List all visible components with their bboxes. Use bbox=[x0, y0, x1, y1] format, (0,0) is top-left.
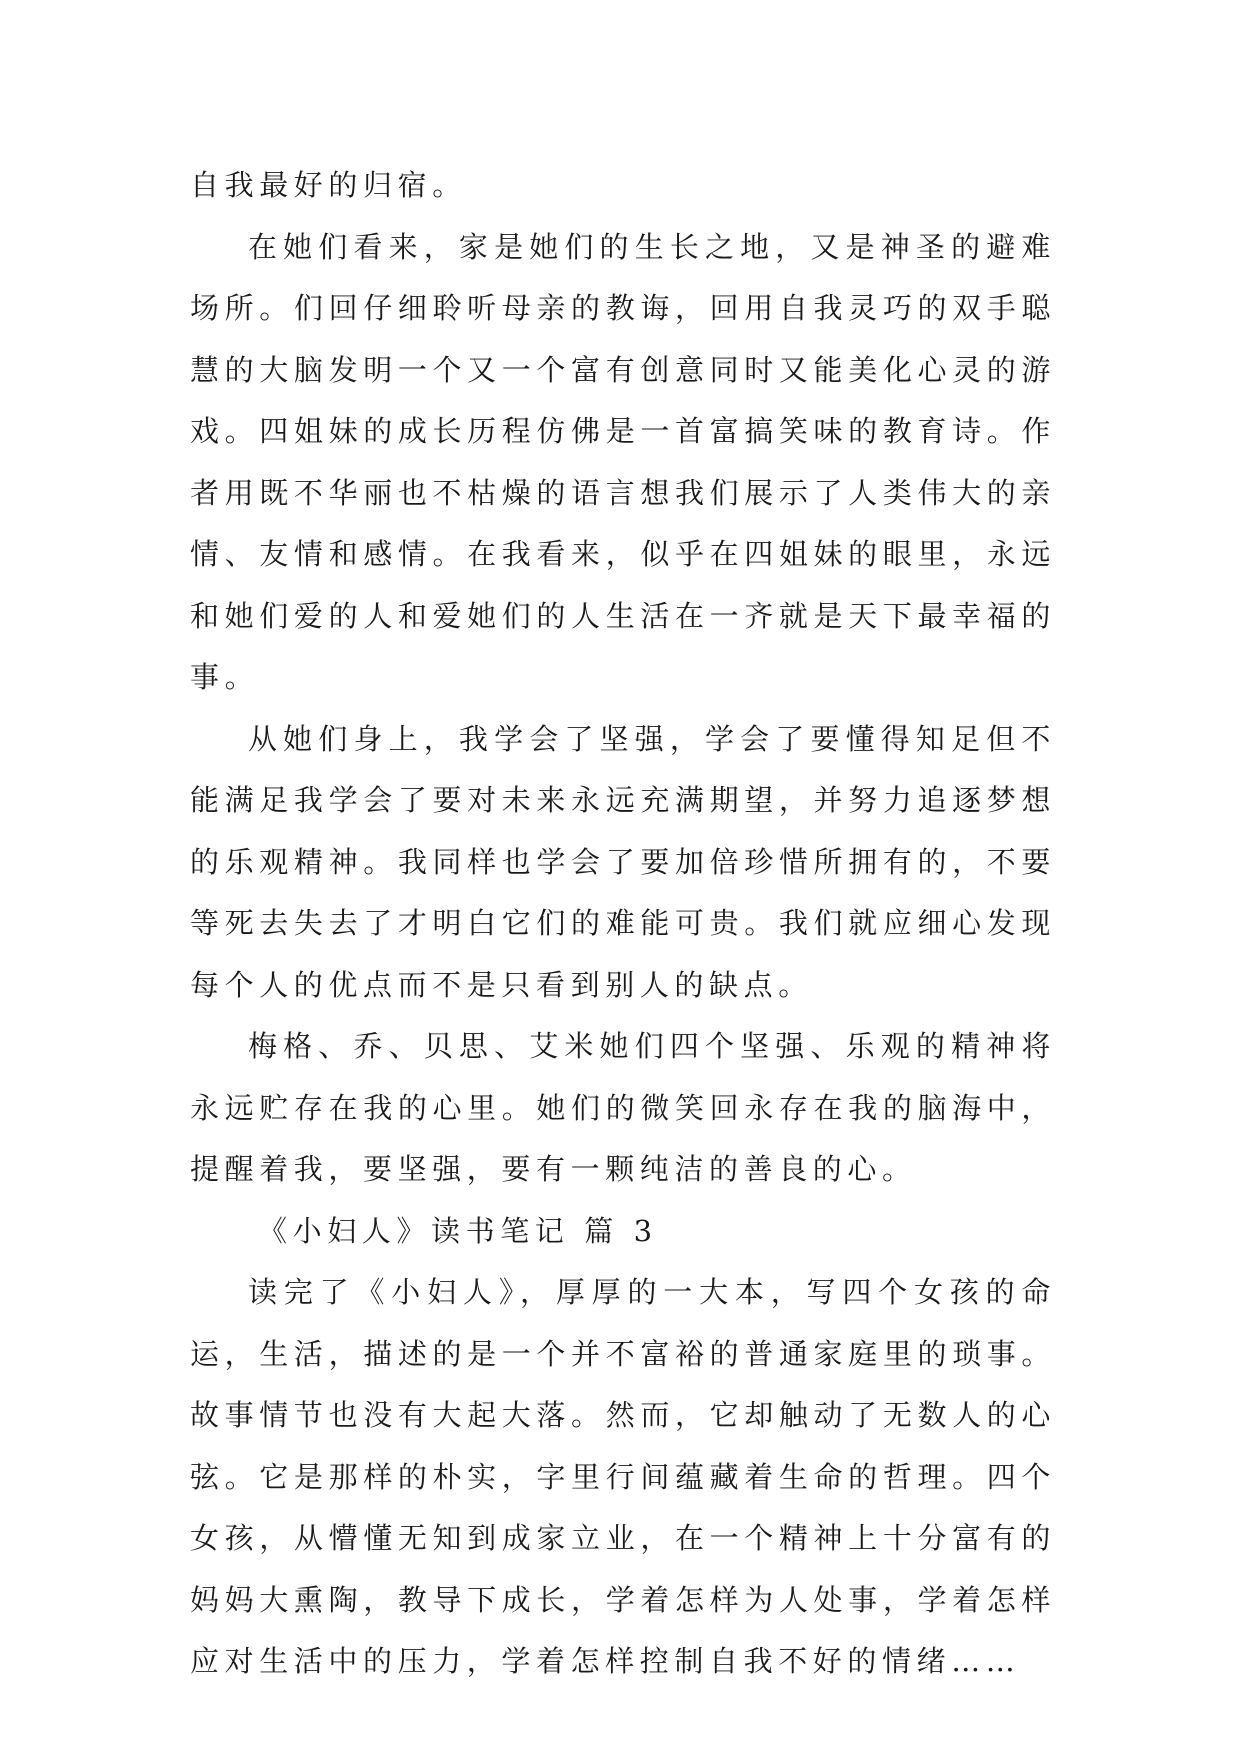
paragraph-continuation: 自我最好的归宿。 bbox=[190, 168, 467, 202]
paragraph-section-3: 读完了《小妇人》，厚厚的一大本，写四个女孩的命运，生活，描述的是一个并不富裕的普通家庭里的琐事。故事情节也没有大起大落。然而，它却触动了无数人的心弦。它是那样的朴实，字里行间蕴藏着生命的哲理。四个女孩，从懵懂无知到成家立业，在一个精神上十分富有的妈妈大熏陶，教导下成长，学着怎样为人处事，学着怎样应对生活中的压力，学着怎样控制自我不好的情绪…… bbox=[190, 1275, 1056, 1678]
paragraph-lessons: 从她们身上，我学会了坚强，学会了要懂得知足但不能满足我学会了要对未来永远充满期望，并努力追逐梦想的乐观精神。我同样也学会了要加倍珍惜所拥有的，不要等死去失去了才明白它们的难能可贵。我们就应细心发现每个人的优点而不是只看到别人的缺点。 bbox=[190, 721, 1056, 1002]
paragraph-sisters: 梅格、乔、贝思、艾米她们四个坚强、乐观的精神将永远贮存在我的心里。她们的微笑回永存在我的脑海中，提醒着我，要坚强，要有一颗纯洁的善良的心。 bbox=[190, 1029, 1056, 1186]
paragraph-home: 在她们看来，家是她们的生长之地，又是神圣的避难场所。们回仔细聆听母亲的教诲，回用自我灵巧的双手聪慧的大脑发明一个又一个富有创意同时又能美化心灵的游戏。四姐妹的成长历程仿佛是一首富搞笑味的教育诗。作者用既不华丽也不枯燥的语言想我们展示了人类伟大的亲情、友情和感情。在我看来，似乎在四姐妹的眼里，永远和她们爱的人和爱她们的人生活在一齐就是天下最幸福的事。 bbox=[190, 229, 1056, 694]
section-heading: 《小妇人》读书笔记 篇 3 bbox=[258, 1213, 658, 1248]
document-page bbox=[190, 155, 1056, 1693]
